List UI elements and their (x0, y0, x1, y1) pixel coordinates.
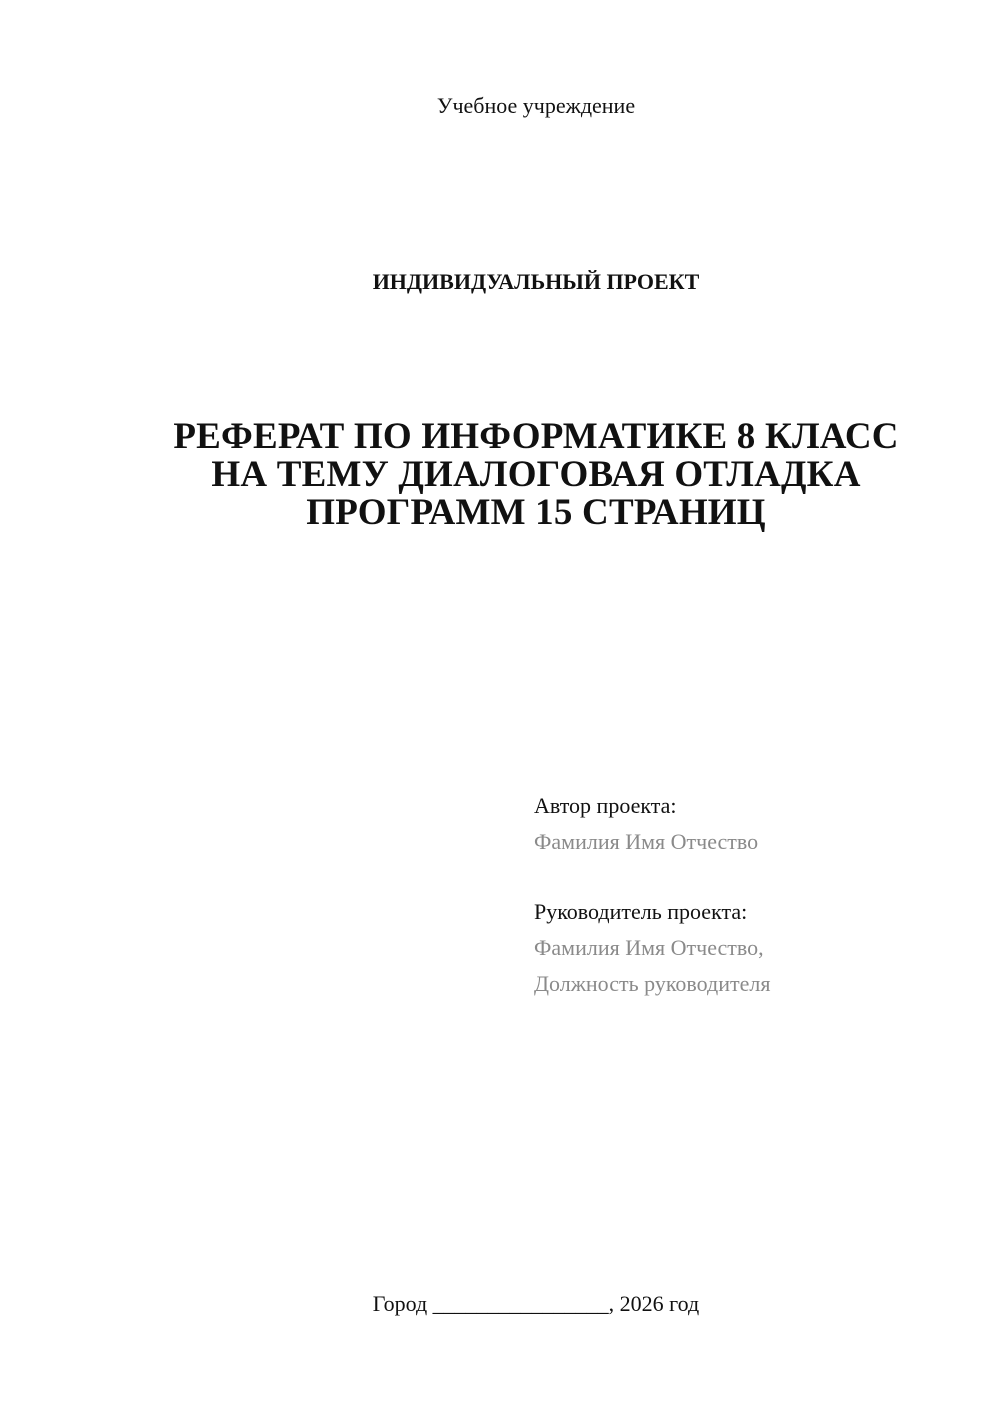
title-line: ПРОГРАММ 15 СТРАНИЦ (306, 492, 766, 533)
title-line: РЕФЕРАТ ПО ИНФОРМАТИКЕ 8 КЛАСС (173, 416, 899, 457)
city-year-line: Город ________________, 2026 год (372, 1291, 700, 1316)
document-title (100, 418, 972, 532)
authors-block (534, 788, 974, 1002)
supervisor-name-placeholder: Фамилия Имя Отчество, (534, 935, 764, 960)
supervisor-label: Руководитель проекта: (534, 899, 748, 924)
author-name-placeholder: Фамилия Имя Отчество (534, 829, 759, 854)
supervisor-position-placeholder: Должность руководителя (534, 971, 771, 996)
institution-name: Учебное учреждение (436, 93, 636, 118)
project-type-heading: ИНДИВИДУАЛЬНЫЙ ПРОЕКТ (372, 269, 700, 294)
spacer (534, 860, 974, 894)
title-line: НА ТЕМУ ДИАЛОГОВАЯ ОТЛАДКА (211, 454, 861, 495)
author-label: Автор проекта: (534, 793, 677, 818)
